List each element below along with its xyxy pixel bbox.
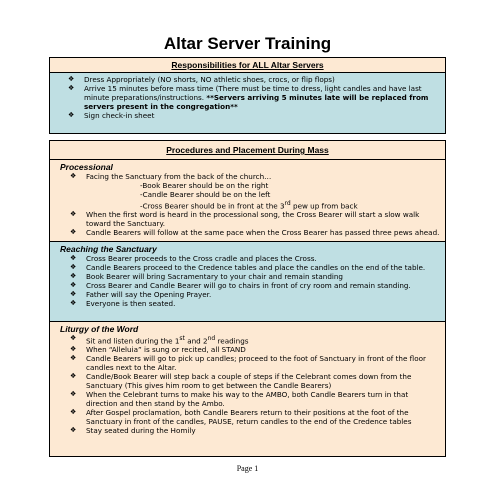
section-title: Processional: [60, 162, 113, 172]
late-warning: **Servers arriving 5 minutes late will be replaced from servers present in the congregation**: [84, 93, 429, 111]
diamond-bullet-icon: ❖: [70, 272, 77, 280]
diamond-bullet-icon: ❖: [68, 75, 75, 83]
list-item: ❖ Dress Appropriately (NO shorts, NO athletic shoes, crocs, or flip flops): [68, 75, 335, 84]
diamond-bullet-icon: ❖: [70, 172, 77, 180]
procedures-header: Procedures and Placement During Mass: [50, 141, 445, 160]
responsibilities-header: Responsibilities for ALL Altar Servers: [50, 58, 445, 73]
diamond-bullet-icon: ❖: [68, 111, 75, 119]
responsibilities-list: [50, 73, 445, 120]
list-item: ❖ After Gospel proclamation, both Candle Bearers return to their positions at the foot of the Sanctuary in front of the candles, PAUSE, return candles to the end of the Credence tables: [70, 408, 412, 427]
procedures-box: [49, 140, 446, 457]
page-title: Altar Server Training: [163, 34, 332, 53]
diamond-bullet-icon: ❖: [70, 408, 77, 417]
list-item: ❖ When the first word is heard in the processional song, the Cross Bearer will start a slow walk toward the Sanctuary.: [70, 210, 420, 229]
diamond-bullet-icon: ❖: [70, 299, 77, 307]
diamond-bullet-icon: ❖: [70, 228, 77, 237]
list-item: ❖ Everyone is then seated.: [70, 299, 176, 308]
list-item: ❖ Candle Bearers will follow at the same pace when the Cross Bearer has passed three pews ahead.: [70, 228, 440, 238]
sub-item: -Candle Bearer should be on the left: [140, 190, 271, 199]
list-item: ❖ When “Alleluia” is sung or recited, all STAND: [70, 345, 246, 355]
list-item: ❖ Cross Bearer and Candle Bearer will go to chairs in front of cry room and remain standing.: [70, 281, 411, 290]
diamond-bullet-icon: ❖: [70, 426, 77, 435]
diamond-bullet-icon: ❖: [70, 372, 77, 381]
list-item: ❖ Stay seated during the Homily: [70, 426, 196, 436]
diamond-bullet-icon: ❖: [70, 345, 77, 354]
list-item: ❖ Cross Bearer proceeds to the Cross cradle and places the Cross.: [70, 254, 317, 263]
diamond-bullet-icon: ❖: [70, 281, 77, 289]
section-title: Reaching the Sanctuary: [60, 244, 157, 254]
processional-section: [50, 160, 445, 241]
list-item: ❖ Arrive 15 minutes before mass time (There must be time to dress, light candles and have last minute preparations/instructions. **Servers arriving 5 minutes late will be replaced from servers present in the congregation**: [68, 84, 429, 111]
diamond-bullet-icon: ❖: [70, 254, 77, 262]
diamond-bullet-icon: ❖: [70, 263, 77, 271]
list-item: ❖ Father will say the Opening Prayer.: [70, 290, 212, 299]
diamond-bullet-icon: ❖: [70, 334, 77, 342]
sub-item: -Cross Bearer should be in front at the 3rd pew up from back: [140, 200, 358, 211]
list-item: ❖ Sit and listen during the 1st and 2nd readings: [70, 334, 249, 346]
diamond-bullet-icon: ❖: [70, 354, 77, 363]
liturgy-section: [50, 321, 445, 456]
list-item: ❖ Book Bearer will bring Sacramentary to your chair and remain standing: [70, 272, 343, 281]
diamond-bullet-icon: ❖: [70, 290, 77, 298]
page-number: Page 1: [236, 464, 259, 473]
responsibilities-box: [49, 57, 446, 134]
list-item: ❖ Candle Bearers proceed to the Credence tables and place the candles on the end of the table.: [70, 263, 426, 272]
list-item: ❖ Candle/Book Bearer will step back a couple of steps if the Celebrant comes down from the Sanctuary (This gives him room to get between the Candle Bearers): [70, 372, 412, 391]
diamond-bullet-icon: ❖: [70, 390, 77, 399]
diamond-bullet-icon: ❖: [68, 84, 75, 92]
list-item: ❖ When the Celebrant turns to make his way to the AMBO, both Candle Bearers turn in that direction and then stand by the Ambo.: [70, 390, 409, 409]
list-item: ❖ Sign check-in sheet: [68, 111, 155, 120]
sub-item: -Book Bearer should be on the right: [140, 181, 269, 190]
section-title: Liturgy of the Word: [60, 324, 139, 334]
list-item: ❖ Candle Bearers will go to pick up candles; proceed to the foot of Sanctuary in front of the floor candles next to the Altar.: [70, 354, 426, 373]
diamond-bullet-icon: ❖: [70, 210, 77, 219]
list-item: ❖ Facing the Sanctuary from the back of the church…: [70, 172, 272, 181]
reaching-sanctuary-section: [50, 241, 445, 321]
